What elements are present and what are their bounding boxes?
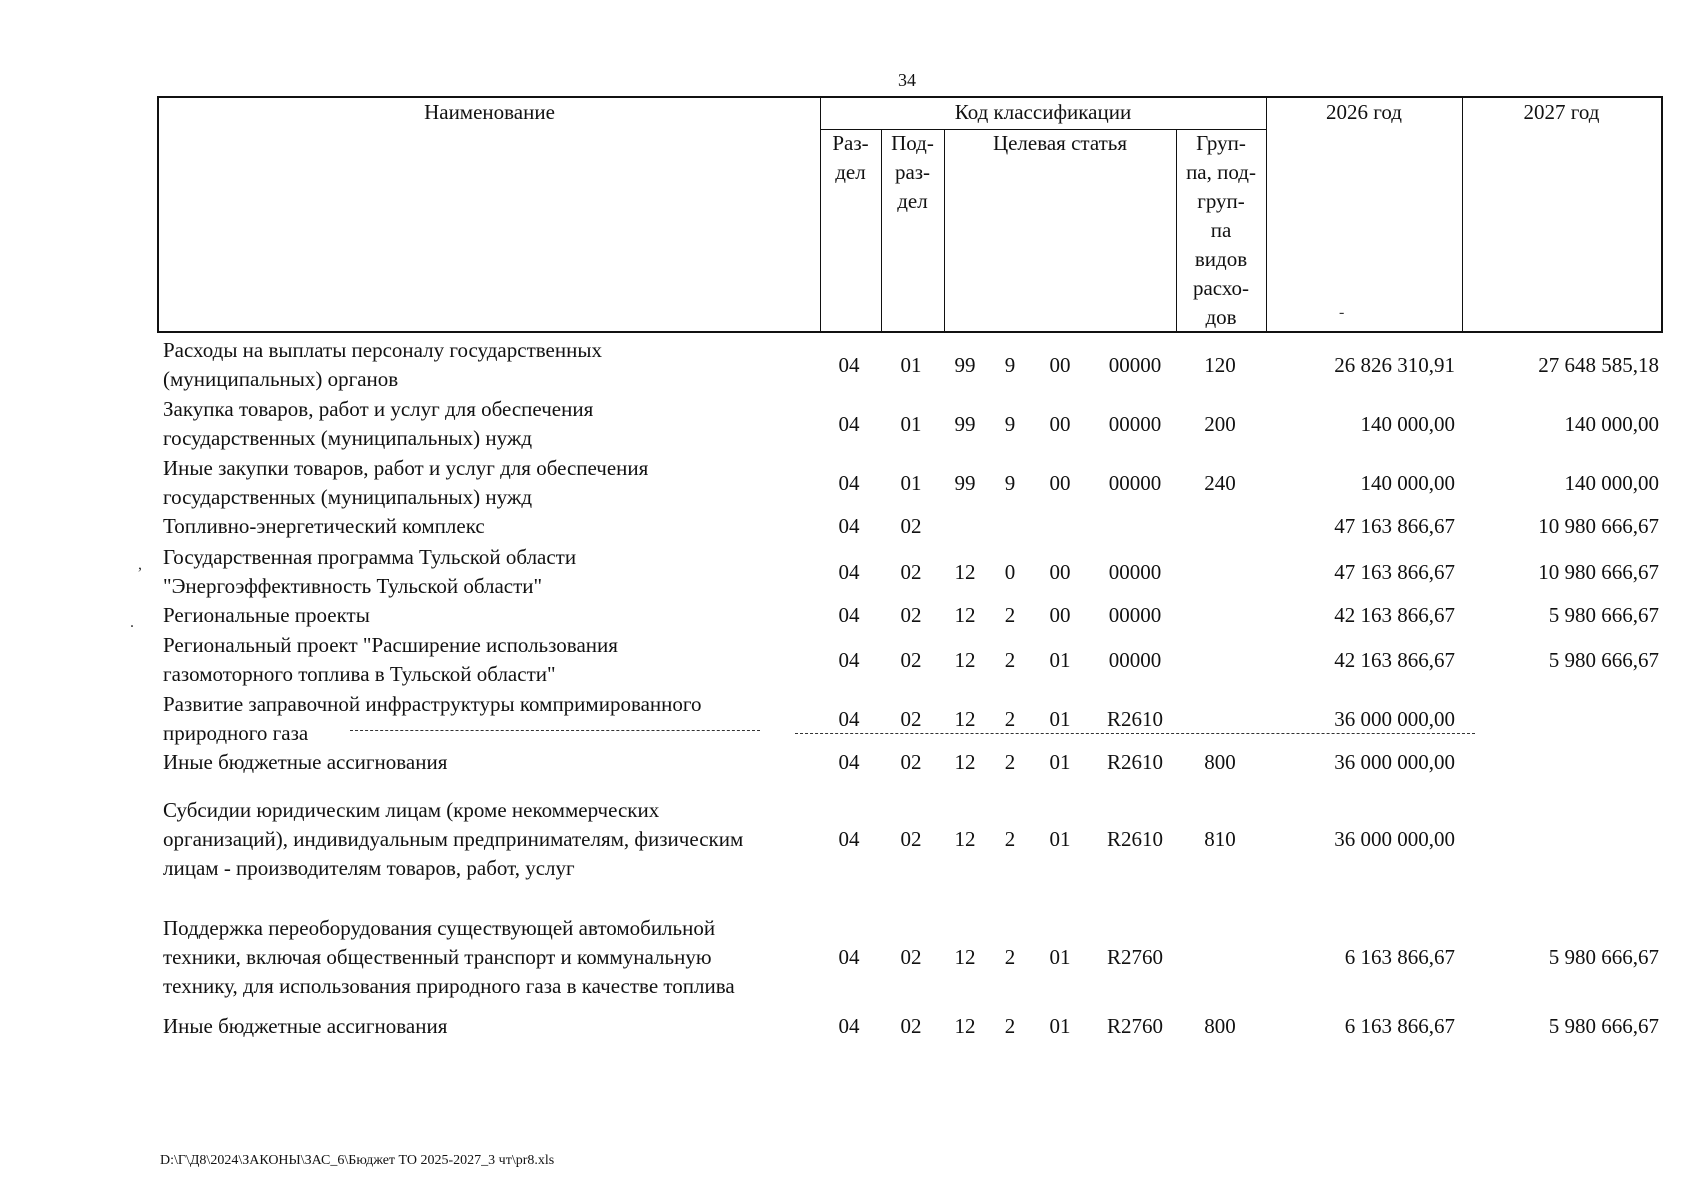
table-row — [0, 336, 1696, 394]
cell-target-direction: 2 — [1004, 1014, 1016, 1038]
scan-mark: - — [1339, 304, 1345, 321]
row-name: Топливно-энергетический комплекс — [163, 514, 485, 538]
cell-target-program: 12 — [954, 559, 976, 584]
cell-section: 04 — [838, 706, 860, 731]
cell-target-direction: 2 — [1004, 945, 1016, 969]
cell-target-program: 99 — [954, 470, 976, 495]
cell-target-code: R2610 — [1106, 750, 1163, 774]
header-year-2026: 2026 год — [1326, 100, 1402, 124]
cell-target-direction: 9 — [1004, 470, 1016, 495]
cell-section: 04 — [838, 603, 860, 627]
header-year-2027: 2027 год — [1523, 100, 1600, 124]
cell-target-program: 99 — [954, 411, 976, 436]
cell-subsection: 02 — [900, 559, 922, 584]
cell-target-direction: 9 — [1004, 411, 1016, 436]
cell-amount-2026: 36 000 000,00 — [1334, 706, 1455, 731]
cell-amount-2027: 27 648 585,18 — [1538, 352, 1659, 377]
scan-mark: , — [138, 556, 142, 573]
cell-target-subprogram: 01 — [1049, 1014, 1071, 1038]
row-name: Иные бюджетные ассигнования — [163, 1014, 448, 1038]
cell-amount-2027: 140 000,00 — [1564, 470, 1659, 495]
cell-expense-group: 810 — [1204, 827, 1236, 851]
cell-target-subprogram: 00 — [1049, 559, 1071, 584]
cell-target-code: 00000 — [1108, 647, 1162, 672]
cell-section: 04 — [838, 514, 860, 538]
cell-target-direction: 2 — [1004, 827, 1016, 851]
cell-expense-group: 800 — [1204, 750, 1236, 774]
cell-target-code: 00000 — [1108, 411, 1162, 436]
cell-amount-2026: 140 000,00 — [1360, 411, 1455, 436]
cell-target-program: 12 — [954, 1014, 976, 1038]
cell-subsection: 01 — [900, 411, 922, 436]
cell-target-direction: 9 — [1004, 352, 1016, 377]
cell-amount-2026: 42 163 866,67 — [1334, 647, 1455, 672]
cell-target-code: 00000 — [1108, 352, 1162, 377]
cell-amount-2026: 6 163 866,67 — [1344, 1014, 1455, 1038]
header-classification: Код классификации — [954, 100, 1132, 124]
cell-target-code: 00000 — [1108, 603, 1162, 627]
cell-expense-group: 200 — [1204, 411, 1236, 436]
cell-target-program: 12 — [954, 827, 976, 851]
cell-target-code: R2610 — [1106, 827, 1163, 851]
cell-amount-2026: 6 163 866,67 — [1344, 945, 1455, 969]
cell-target-direction: 2 — [1004, 647, 1016, 672]
cell-expense-group: 240 — [1204, 470, 1236, 495]
cell-section: 04 — [838, 470, 860, 495]
cell-target-direction: 2 — [1004, 603, 1016, 627]
table-row — [0, 1012, 1696, 1041]
cell-expense-group: 120 — [1204, 352, 1236, 377]
header-divider — [1266, 98, 1267, 331]
page-number: 34 — [898, 70, 916, 90]
header-section: Раз- дел — [832, 131, 869, 184]
cell-subsection: 02 — [900, 514, 922, 538]
cell-amount-2027: 5 980 666,67 — [1548, 603, 1659, 627]
cell-amount-2027: 5 980 666,67 — [1548, 647, 1659, 672]
cell-section: 04 — [838, 647, 860, 672]
cell-amount-2027: 10 980 666,67 — [1538, 559, 1659, 584]
cell-subsection: 02 — [900, 945, 922, 969]
table-row — [0, 395, 1696, 453]
row-name: Расходы на выплаты персоналу государственных (муниципальных) органов — [163, 338, 602, 391]
cell-target-program: 12 — [954, 706, 976, 731]
cell-subsection: 02 — [900, 1014, 922, 1038]
cell-target-subprogram: 01 — [1049, 706, 1071, 731]
cell-amount-2026: 36 000 000,00 — [1334, 827, 1455, 851]
cell-amount-2027: 140 000,00 — [1564, 411, 1659, 436]
row-name: Поддержка переоборудования существующей автомобильной техники, включая общественный транспорт и коммунальную технику, для использования природного газа в качестве топлива — [163, 916, 735, 998]
header-target: Целевая статья — [992, 131, 1128, 155]
header-subsection: Под- раз- дел — [891, 131, 934, 213]
table-header — [157, 96, 1663, 333]
cell-target-direction: 0 — [1004, 559, 1016, 584]
table-row — [0, 914, 1696, 1001]
cell-target-subprogram: 01 — [1049, 945, 1071, 969]
cell-target-code: R2610 — [1106, 706, 1163, 731]
cell-subsection: 01 — [900, 470, 922, 495]
row-name: Субсидии юридическим лицам (кроме некоммерческих организаций), индивидуальным предпринимателям, физическим лицам - производителям товаров, работ, услуг — [163, 798, 744, 880]
header-divider — [1462, 98, 1463, 331]
cell-section: 04 — [838, 559, 860, 584]
scan-line — [350, 730, 760, 731]
cell-amount-2026: 36 000 000,00 — [1334, 750, 1455, 774]
row-name: Региональные проекты — [163, 603, 370, 627]
header-divider — [944, 129, 945, 331]
cell-amount-2026: 47 163 866,67 — [1334, 514, 1455, 538]
cell-section: 04 — [838, 352, 860, 377]
cell-subsection: 02 — [900, 647, 922, 672]
table-row — [0, 690, 1696, 748]
header-group: Груп- па, под- груп- па видов расхо- дов — [1186, 131, 1256, 329]
cell-target-subprogram: 01 — [1049, 750, 1071, 774]
cell-subsection: 01 — [900, 352, 922, 377]
cell-target-subprogram: 00 — [1049, 603, 1071, 627]
cell-target-program: 12 — [954, 603, 976, 627]
table-row — [0, 748, 1696, 777]
cell-target-program: 12 — [954, 750, 976, 774]
cell-target-code: 00000 — [1108, 470, 1162, 495]
cell-expense-group: 800 — [1204, 1014, 1236, 1038]
cell-target-code: R2760 — [1106, 945, 1163, 969]
table-row — [0, 454, 1696, 512]
cell-target-subprogram: 00 — [1049, 470, 1071, 495]
row-name: Государственная программа Тульской области "Энергоэффективность Тульской области" — [163, 545, 577, 598]
scan-line — [795, 733, 1475, 734]
cell-amount-2027: 5 980 666,67 — [1548, 1014, 1659, 1038]
table-row — [0, 631, 1696, 689]
header-name: Наименование — [424, 100, 555, 124]
cell-target-program: 12 — [954, 647, 976, 672]
cell-target-subprogram: 00 — [1049, 352, 1071, 377]
cell-amount-2026: 47 163 866,67 — [1334, 559, 1455, 584]
table-row — [0, 512, 1696, 541]
cell-amount-2026: 140 000,00 — [1360, 470, 1455, 495]
scan-mark: . — [130, 614, 134, 631]
cell-amount-2026: 26 826 310,91 — [1334, 352, 1455, 377]
cell-target-direction: 2 — [1004, 706, 1016, 731]
cell-target-subprogram: 01 — [1049, 827, 1071, 851]
cell-amount-2027: 10 980 666,67 — [1538, 514, 1659, 538]
table-row — [0, 796, 1696, 883]
row-name: Развитие заправочной инфраструктуры компримированного природного газа — [163, 692, 702, 745]
row-name: Иные бюджетные ассигнования — [163, 750, 448, 774]
cell-subsection: 02 — [900, 750, 922, 774]
cell-section: 04 — [838, 411, 860, 436]
cell-subsection: 02 — [900, 706, 922, 731]
cell-target-program: 99 — [954, 352, 976, 377]
cell-section: 04 — [838, 827, 860, 851]
cell-amount-2026: 42 163 866,67 — [1334, 603, 1455, 627]
row-name: Закупка товаров, работ и услуг для обеспечения государственных (муниципальных) нужд — [163, 397, 594, 450]
cell-target-code: 00000 — [1108, 559, 1162, 584]
footer-file-path: D:\Г\Д8\2024\ЗАКОНЫ\ЗАС_6\Бюджет ТО 2025-2027_3 чт\pr8.xls — [160, 1153, 555, 1168]
cell-subsection: 02 — [900, 603, 922, 627]
cell-section: 04 — [838, 750, 860, 774]
table-row — [0, 601, 1696, 630]
cell-section: 04 — [838, 1014, 860, 1038]
cell-section: 04 — [838, 945, 860, 969]
cell-amount-2027: 5 980 666,67 — [1548, 945, 1659, 969]
cell-target-direction: 2 — [1004, 750, 1016, 774]
cell-target-code: R2760 — [1106, 1014, 1163, 1038]
table-row — [0, 543, 1696, 601]
row-name: Региональный проект "Расширение использования газомоторного топлива в Тульской области" — [163, 633, 618, 686]
cell-target-subprogram: 00 — [1049, 411, 1071, 436]
row-name: Иные закупки товаров, работ и услуг для обеспечения государственных (муниципальных) нужд — [163, 456, 649, 509]
cell-target-program: 12 — [954, 945, 976, 969]
cell-subsection: 02 — [900, 827, 922, 851]
cell-target-subprogram: 01 — [1049, 647, 1071, 672]
